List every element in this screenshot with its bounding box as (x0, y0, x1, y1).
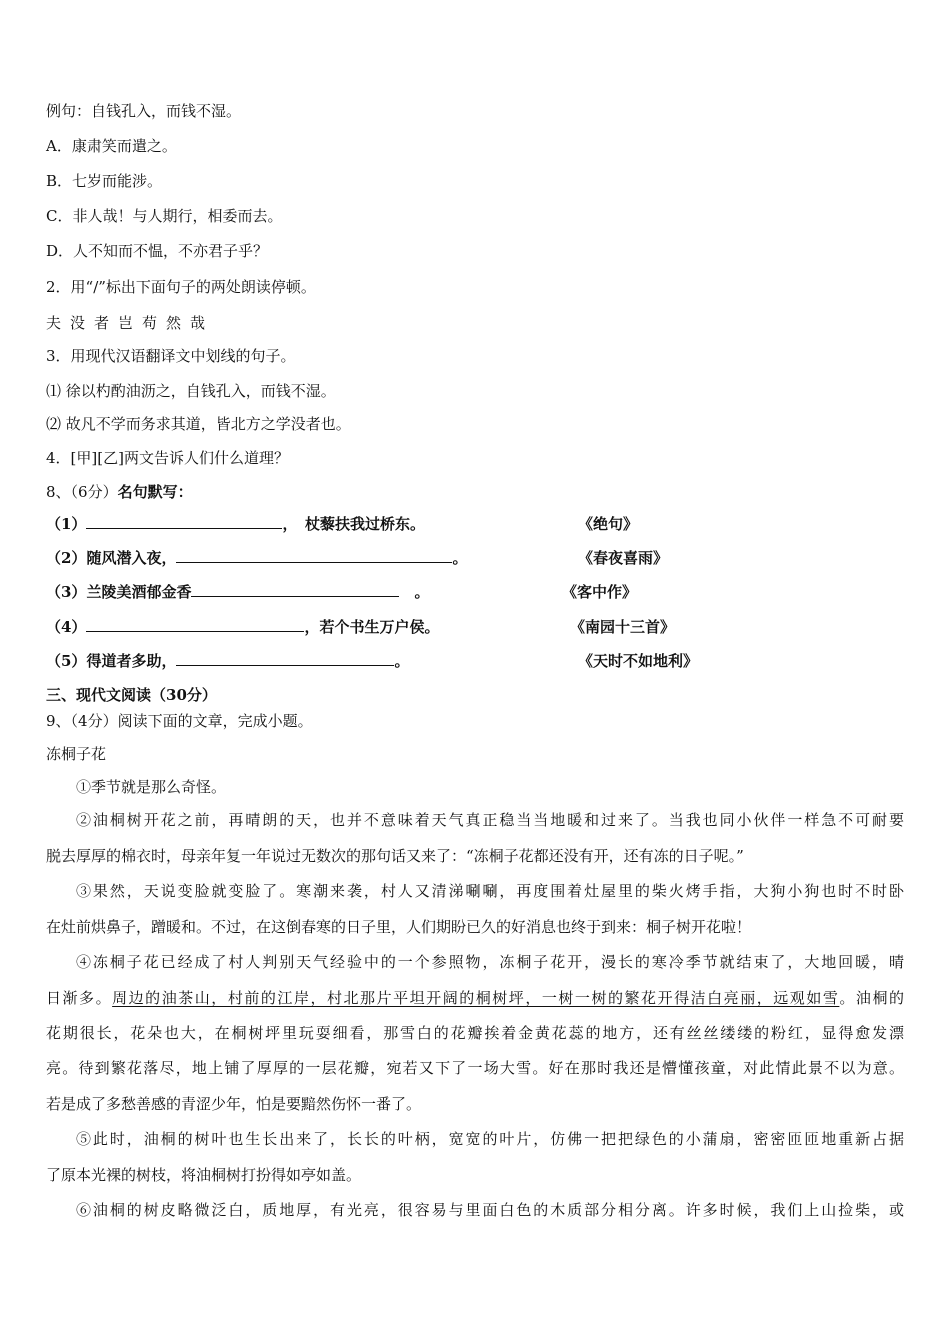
paragraph-3-line: 在灶前烘鼻子，蹭暖和。不过，在这倒春寒的日子里，人们期盼已久的好消息也终于到来：桐子树开花啦！ (46, 918, 752, 936)
fill-post-text: 。 (394, 652, 410, 670)
fill-number: （3） (46, 583, 87, 601)
question-8-title: 名句默写： (117, 483, 193, 501)
example-sentence: 例句：自钱孔入，而钱不湿。 (46, 102, 242, 120)
paragraph-4-text: 。油桐的 (839, 989, 904, 1007)
answer-blank[interactable] (191, 582, 399, 597)
fill-pre-text: 兰陵美酒郁金香 (86, 583, 192, 601)
fill-post-text: ， 杖藜扶我过桥东。 (282, 515, 425, 533)
question-8-number: 8、（6分） (46, 483, 118, 501)
fill-pre-text: 随风潜入夜， (86, 549, 177, 567)
paragraph-1: ①季节就是那么奇怪。 (76, 778, 227, 796)
poem-source: 《天时不如地利》 (578, 652, 699, 670)
underlined-sentence: 周边的油茶山，村前的江岸，村北那片平坦开阔的桐树坪，一树一树的繁花开得洁白亮丽，远观如雪 (112, 989, 840, 1007)
pause-sentence: 夫没者岂苟然哉 (46, 314, 215, 332)
paragraph-2-line: ②油桐树开花之前，再晴朗的天，也并不意味着天气真正稳当当地暖和过来了。当我也同小伙伴一样急不可耐要 (76, 811, 904, 829)
poem-source: 《绝句》 (578, 515, 639, 533)
fill-blank-row (46, 548, 467, 568)
section-heading: 三、现代文阅读（30分） (46, 686, 217, 704)
poem-source: 《南园十三首》 (570, 618, 676, 636)
option-d: D．人不知而不愠，不亦君子乎？ (46, 242, 269, 260)
question-8-header (46, 482, 193, 502)
paragraph-4-line (46, 988, 904, 1008)
paragraph-4-line: 花期很长，花朵也大，在桐树坪里玩耍细看，那雪白的花瓣挨着金黄花蕊的地方，还有丝丝缕缕的粉红，显得愈发漂 (46, 1024, 904, 1042)
article-title: 冻桐子花 (46, 745, 107, 763)
paragraph-3-line: ③果然，天说变脸就变脸了。寒潮来袭，村人又清涕唰唰，再度围着灶屋里的柴火烤手指，大狗小狗也时不时卧 (76, 882, 904, 900)
answer-blank[interactable] (176, 651, 394, 666)
fill-blank-row (46, 617, 439, 637)
option-b: B．七岁而能涉。 (46, 172, 163, 190)
paragraph-6-line: ⑥油桐的树皮略微泛白，质地厚，有光亮，很容易与里面白色的木质部分相分离。许多时候，我们上山捡柴，或 (76, 1201, 904, 1219)
fill-post-text: ，若个书生万户侯。 (304, 618, 440, 636)
poem-source: 《春夜喜雨》 (578, 549, 669, 567)
paragraph-4-line: 亮。待到繁花落尽，地上铺了厚厚的一层花瓣，宛若又下了一场大雪。好在那时我还是懵懂孩童，对此情此景不以为意。 (46, 1059, 904, 1077)
answer-blank[interactable] (86, 617, 304, 632)
fill-pre-text: 得道者多助， (86, 652, 177, 670)
question-3-item-2: ⑵ 故凡不学而务求其道，皆北方之学没者也。 (46, 415, 351, 433)
fill-post-text: 。 (452, 549, 468, 567)
answer-blank[interactable] (176, 548, 452, 563)
paragraph-2-line: 脱去厚厚的棉衣时，母亲年复一年说过无数次的那句话又来了：“冻桐子花都还没有开，还有冻的日子呢。” (46, 847, 744, 865)
answer-blank[interactable] (86, 514, 282, 529)
question-4: 4．[甲][乙]两文告诉人们什么道理？ (46, 449, 289, 467)
fill-blank-row (46, 514, 425, 534)
paragraph-4-text: 日渐多。 (46, 989, 113, 1007)
fill-number: （1） (46, 515, 87, 533)
fill-number: （2） (46, 549, 87, 567)
fill-blank-row (46, 582, 429, 602)
option-a: A．康肃笑而遣之。 (46, 137, 177, 155)
fill-blank-row (46, 651, 409, 671)
question-3: 3．用现代汉语翻译文中划线的句子。 (46, 347, 296, 365)
fill-number: （5） (46, 652, 87, 670)
paragraph-4-line: 若是成了多愁善感的青涩少年，怕是要黯然伤怀一番了。 (46, 1095, 422, 1113)
paragraph-4-line: ④冻桐子花已经成了村人判别天气经验中的一个参照物，冻桐子花开，漫长的寒冷季节就结束了，大地回暖，晴 (76, 953, 904, 971)
question-9: 9、（4分）阅读下面的文章，完成小题。 (46, 712, 313, 730)
option-c: C．非人哉！与人期行，相委而去。 (46, 207, 283, 225)
question-3-item-1: ⑴ 徐以杓酌油沥之，自钱孔入，而钱不湿。 (46, 382, 336, 400)
poem-source: 《客中作》 (562, 583, 638, 601)
paragraph-5-line: 了原本光裸的树枝，将油桐树打扮得如亭如盖。 (46, 1166, 362, 1184)
fill-post-text: 。 (399, 583, 430, 601)
fill-number: （4） (46, 618, 87, 636)
question-2: 2．用“/”标出下面句子的两处朗读停顿。 (46, 278, 316, 296)
paragraph-5-line: ⑤此时，油桐的树叶也生长出来了，长长的叶柄，宽宽的叶片，仿佛一把把绿色的小蒲扇，密密匝匝地重新占据 (76, 1130, 904, 1148)
